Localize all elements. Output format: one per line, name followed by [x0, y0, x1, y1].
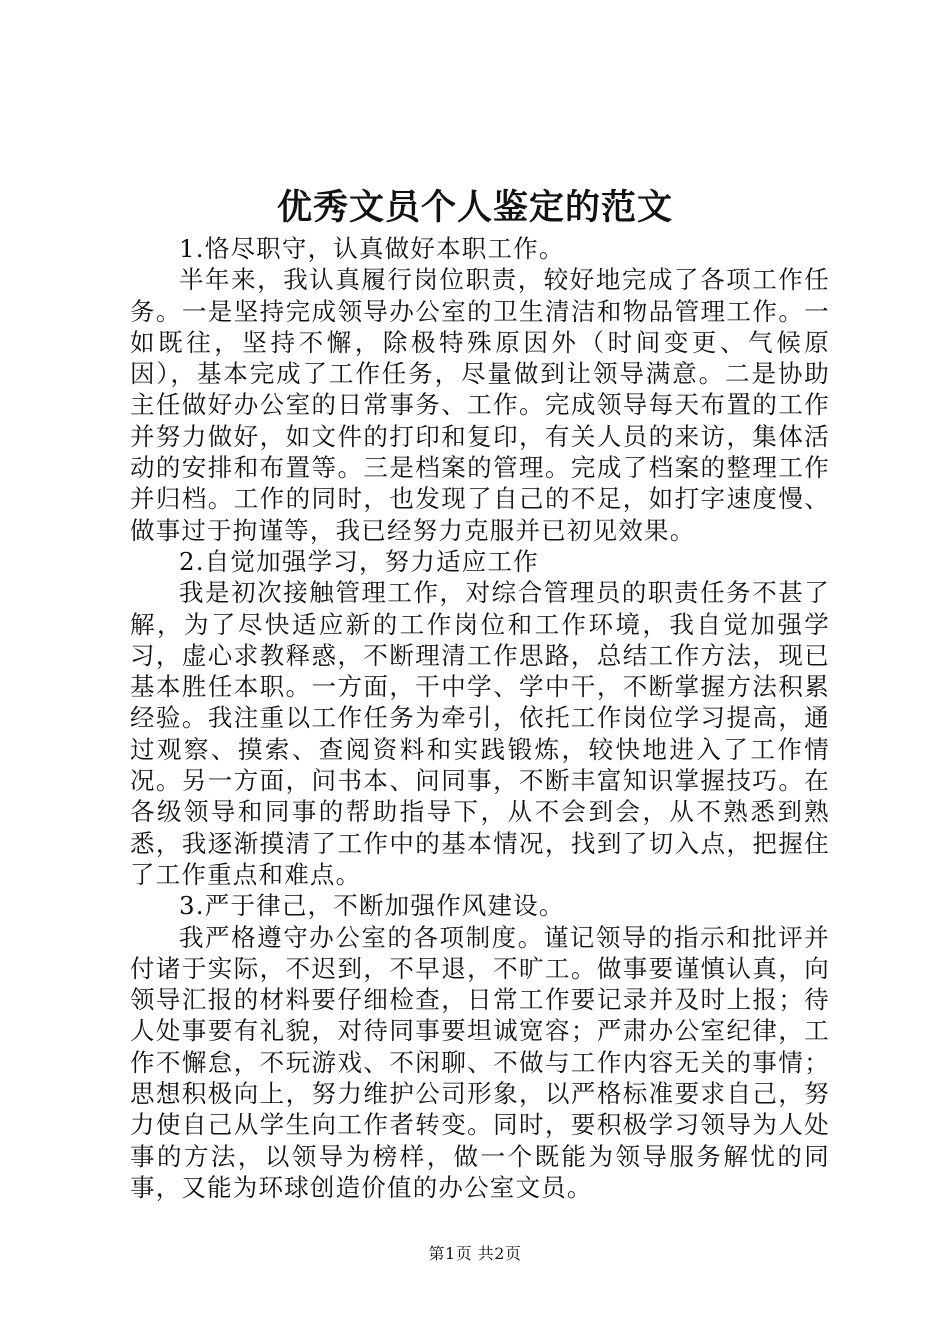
section-heading-3: 3.严于律己，不断加强作风建设。	[179, 891, 565, 921]
section-heading-1: 1.恪尽职守，认真做好本职工作。	[179, 234, 565, 263]
document-title: 优秀文员个人鉴定的范文	[276, 187, 673, 228]
document-body	[130, 233, 830, 1203]
page-number-footer: 第1页 共2页	[428, 1244, 522, 1263]
section-heading-2: 2.自觉加强学习，努力适应工作	[179, 546, 539, 576]
body-paragraph-3: 我严格遵守办公室的各项制度。谨记领导的指示和批评并付诸于实际，不迟到，不早退，不旷工。做事要谨慎认真，向领导汇报的材料要仔细检查，日常工作要记录并及时上报；待人处事要有礼貌，对待同事要坦诚宽容；严肃办公室纪律，工作不懈怠，不玩游戏、不闲聊、不做与工作内容无关的事情；思想积极向上，努力维护公司形象，以严格标准要求自己，努力使自己从学生向工作者转变。同时，要积极学习领导为人处事的方法，以领导为榜样，做一个既能为领导服务解忧的同事，又能为环球创造价值的办公室文员。	[130, 922, 830, 1202]
body-paragraph-1: 半年来，我认真履行岗位职责，较好地完成了各项工作任务。一是坚持完成领导办公室的卫生清洁和物品管理工作。一如既往，坚持不懈，除极特殊原因外（时间变更、气候原因），基本完成了工作任务，尽量做到让领导满意。二是协助主任做好办公室的日常事务、工作。完成领导每天布置的工作并努力做好，如文件的打印和复印，有关人员的来访，集体活动的安排和布置等。三是档案的管理。完成了档案的整理工作并归档。工作的同时，也发现了自己的不足，如打字速度慢、做事过于拘谨等，我已经努力克服并已初见效果。	[130, 265, 830, 545]
body-paragraph-2: 我是初次接触管理工作，对综合管理员的职责任务不甚了解，为了尽快适应新的工作岗位和工作环境，我自觉加强学习，虚心求教释惑，不断理清工作思路，总结工作方法，现已基本胜任本职。一方面，干中学、学中干，不断掌握方法积累经验。我注重以工作任务为牵引，依托工作岗位学习提高，通过观察、摸索、查阅资料和实践锻炼，较快地进入了工作情况。另一方面，问书本、问同事，不断丰富知识掌握技巧。在各级领导和同事的帮助指导下，从不会到会，从不熟悉到熟悉，我逐渐摸清了工作中的基本情况，找到了切入点，把握住了工作重点和难点。	[130, 578, 830, 889]
